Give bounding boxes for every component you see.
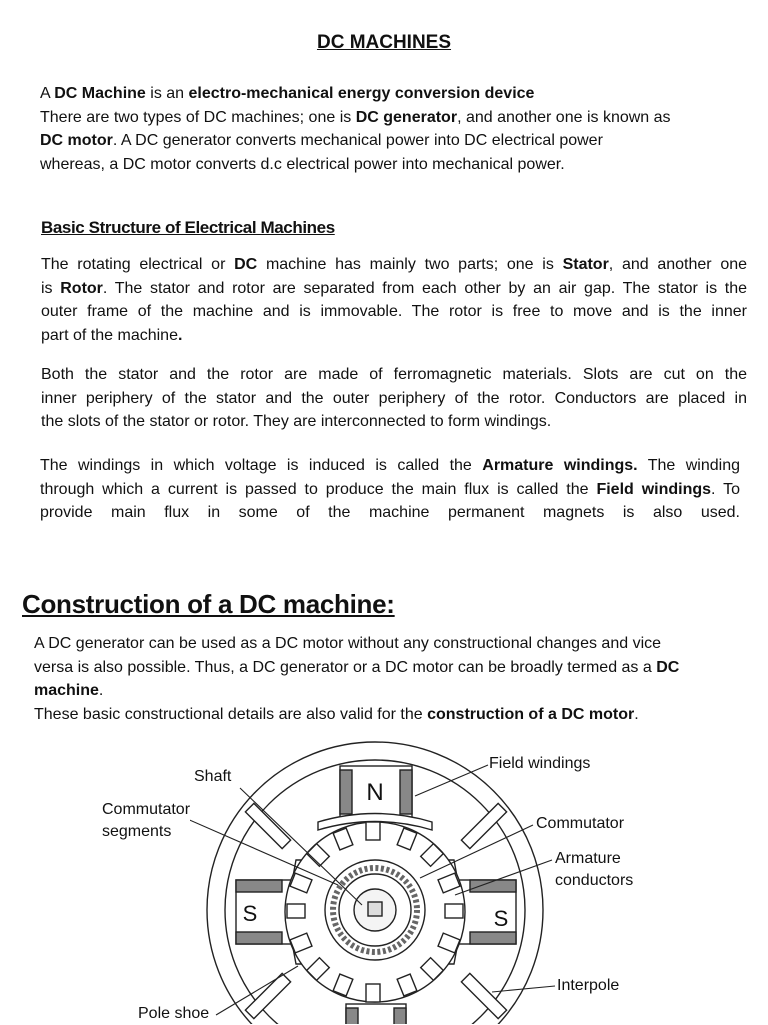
basic-p2-line-2: inner periphery of the stator and the outer periphery of the rotor. Conductors are placed in <box>41 389 747 407</box>
basic-paragraph-3 <box>40 454 740 525</box>
intro-paragraph <box>40 82 740 176</box>
basic-p2-line-3: the slots of the stator or rotor. They are interconnected to form windings. <box>41 413 552 430</box>
north-pole-label: N <box>366 779 384 806</box>
south-pole-right-label: S <box>493 906 509 931</box>
construction-heading: Construction of a DC machine: <box>22 589 395 619</box>
label-shaft: Shaft <box>194 768 232 785</box>
basic-p1-line-4: part of the machine. <box>41 326 183 344</box>
label-commutator-segments: Commutator segments <box>102 801 191 840</box>
label-armature-conductors: Armature conductors <box>555 850 634 889</box>
dc-machine-diagram <box>190 740 580 1024</box>
intro-line-4: whereas, a DC motor converts d.c electrical power into mechanical power. <box>40 155 565 173</box>
basic-structure-heading: Basic Structure of Electrical Machines <box>41 218 335 237</box>
construction-line-3: machine. <box>34 682 104 699</box>
construction-line-4: These basic constructional details are also valid for the construction of a DC motor. <box>34 705 639 723</box>
page-title: DC MACHINES <box>316 32 452 53</box>
basic-paragraph-1 <box>41 253 747 347</box>
label-pole-shoe: Pole shoe <box>138 1005 210 1022</box>
label-field-windings: Field windings <box>489 755 591 772</box>
basic-p1-line-2: is Rotor. The stator and rotor are separated from each other by an air gap. The stator is the <box>41 279 748 297</box>
label-interpole: Interpole <box>557 977 620 994</box>
construction-paragraph <box>34 632 734 726</box>
basic-paragraph-2 <box>41 363 747 434</box>
intro-line-2: There are two types of DC machines; one is DC generator, and another one is known as <box>40 108 671 126</box>
south-pole-left-label: S <box>242 901 258 926</box>
basic-p2-line-1: Both the stator and the rotor are made of ferromagnetic materials. Slots are cut on the <box>41 366 747 383</box>
basic-p3-line-3: provide main flux in some of the machine permanent magnets is also used. <box>40 504 740 521</box>
construction-line-1: A DC generator can be used as a DC motor without any constructional changes and vice <box>34 635 662 652</box>
basic-p3-line-1: The windings in which voltage is induced is called the Armature windings. The winding <box>40 457 741 474</box>
intro-line-1: A DC Machine is an electro-mechanical energy conversion device <box>40 85 535 102</box>
label-commutator: Commutator <box>536 815 625 832</box>
basic-p3-line-2: through which a current is passed to produce the main flux is called the Field windings. To <box>40 480 741 498</box>
intro-line-3: DC motor. A DC generator converts mechanical power into DC electrical power <box>40 132 603 149</box>
basic-p1-line-3: outer frame of the machine and is immovable. The rotor is free to move and is the inner <box>41 303 747 320</box>
construction-line-2: versa is also possible. Thus, a DC generator or a DC motor can be broadly termed as a DC <box>34 658 680 676</box>
basic-p1-line-1: The rotating electrical or DC machine has mainly two parts; one is Stator, and another one <box>41 256 748 273</box>
